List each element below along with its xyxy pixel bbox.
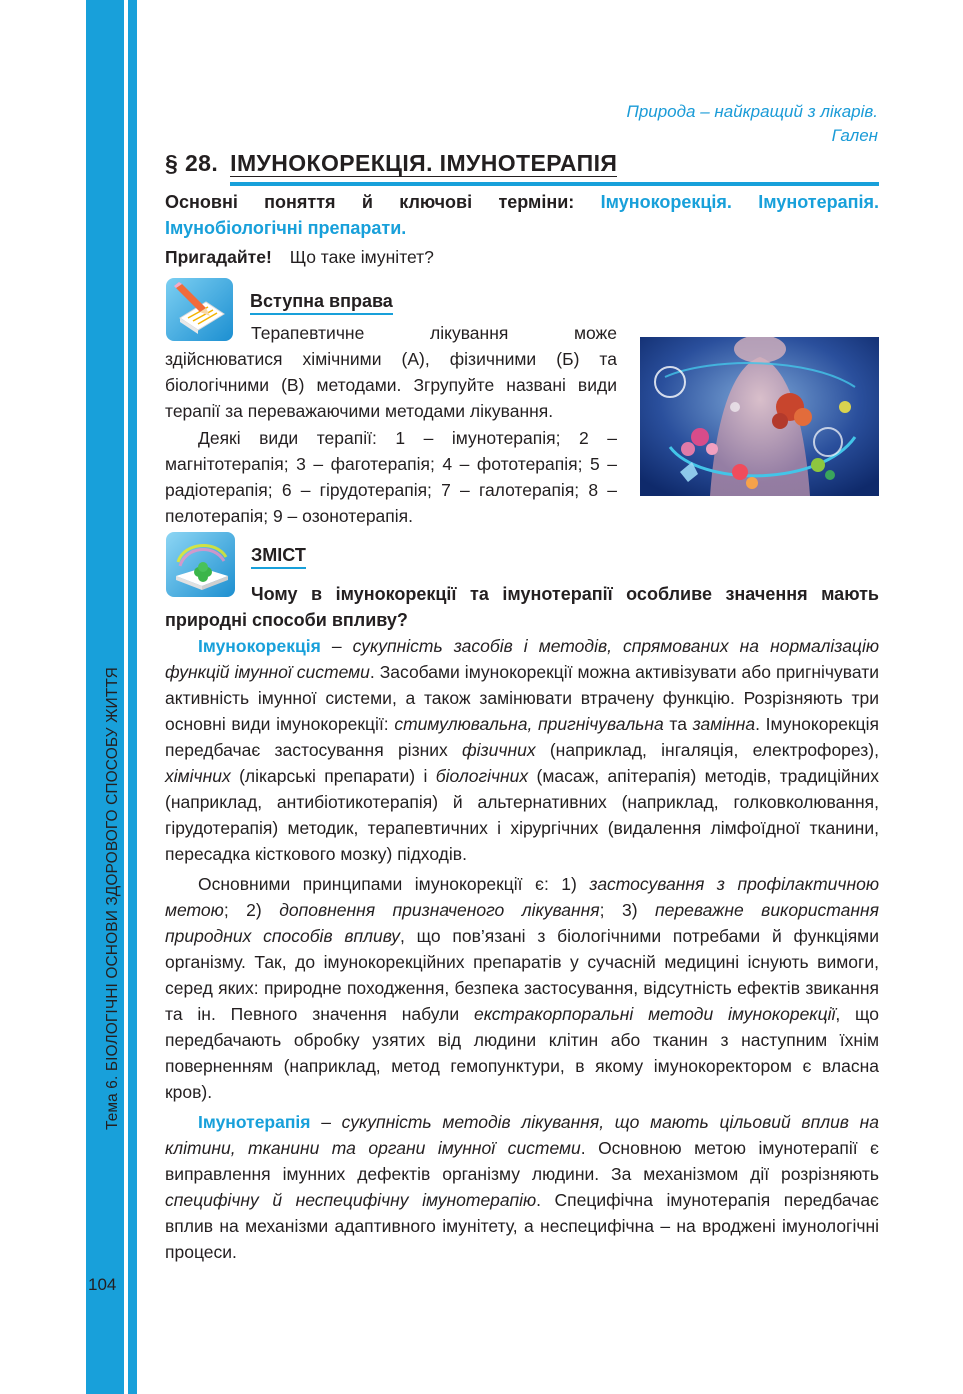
main-text [165, 633, 879, 1269]
text: ; 3) [599, 900, 655, 920]
dash: – [320, 636, 353, 656]
title-rule [230, 182, 879, 186]
intro-exercise-text: Терапевтичне лікування може здійснюватися хімічними (А), фізичними (Б) та біологічними (В) методами. Згрупуйте названі види терапії за переважаючими методами лікування. [165, 323, 617, 421]
emphasis: екстракорпоральні методи імунокорекції [473, 1004, 836, 1024]
text: (наприклад, інгаляція, електрофорез), [535, 740, 879, 760]
therapy-types-text: Деякі види терапії: 1 – імунотерапія; 2 – магнітотерапія; 3 – фаготерапія; 4 – фототерапія; 5 – радіотерапія; 6 – гірудотерапія; 7 – галотерапія; 8 – пелотерапія; 9 – озонотерапія. [165, 428, 617, 526]
page-title [165, 150, 879, 177]
text: . Імунокорекція передбачає застосування різних [165, 714, 880, 760]
emphasis: замінна [692, 714, 756, 734]
text: (масаж, апітерапія) методів, традиційних (наприклад, антибіотикотерапія) й альтернативних (наприклад, голковколювання, гірудотерапія) методик, терапевтичних і хірургічних (видалення лімфоїдної тканини, пересадка кісткового мозку) підходів. [165, 766, 879, 864]
section-name: ІМУНОКОРЕКЦІЯ. ІМУНОТЕРАПІЯ [230, 150, 618, 176]
recall [165, 247, 434, 268]
content-question: Чому в імунокорекції та імунотерапії особливе значення мають природні способи впливу? [165, 584, 879, 630]
term-immunocorrection: Імунокорекція [198, 636, 321, 656]
key-terms-list: Імунокорекція. Імунотерапія. Імунобіологічні препарати. [165, 192, 879, 238]
emphasis: застосування з профілактичною метою [165, 874, 879, 920]
spine-band-inner [128, 0, 137, 1394]
emphasis: фізичних [462, 740, 536, 760]
definition-immunocorrection: сукупність засобів і методів, спрямованих на нормалізацію функцій імунної системи [165, 636, 879, 682]
emphasis: хімічних [165, 766, 231, 786]
epigraph-quote: Природа – найкращий з лікарів. [626, 102, 878, 121]
section-number: § 28. [165, 150, 219, 176]
dash: – [310, 1112, 342, 1132]
intro-exercise-heading: Вступна вправа [250, 291, 393, 315]
text: , що передбачають обробку узятих від людини клітин або тканин з наступним їхнім поверненням (наприклад, метод гемопунктури, в якому імунокоректором є власна кров). [165, 1004, 879, 1102]
spine-text: Тема 6. БІОЛОГІЧНІ ОСНОВИ ЗДОРОВОГО СПОСОБУ ЖИТТЯ [104, 667, 121, 1130]
paragraph-immunotherapy [165, 1109, 879, 1265]
emphasis: переважне використання природних способів впливу [165, 900, 879, 946]
epigraph-author: Гален [831, 126, 878, 145]
paragraph-principles [165, 871, 879, 1105]
content-heading: ЗМІСТ [251, 545, 306, 569]
text: ; 2) [223, 900, 280, 920]
definition-immunotherapy: сукупність методів лікування, що мають цільовий вплив на клітини, тканини та органи імунної системи [165, 1112, 879, 1158]
text: . Специфічна імунотерапія передбачає вплив на механізми адаптивного імунітету, а неспецифічна – на вроджені імунологічні процеси. [165, 1190, 879, 1262]
term-immunotherapy: Імунотерапія [198, 1112, 311, 1132]
emphasis: специфічну й неспецифічну імунотерапію [165, 1190, 537, 1210]
emphasis: доповнення призначеного лікування [279, 900, 600, 920]
key-terms-label: Основні поняття й ключові терміни: [165, 192, 575, 212]
page-number: 104 [88, 1275, 117, 1294]
emphasis: стимулювальна, пригнічувальна [394, 714, 664, 734]
text: (лікарські препарати) і [230, 766, 436, 786]
key-terms [165, 189, 879, 241]
immune-system-illustration [640, 337, 879, 496]
emphasis: біологічних [435, 766, 529, 786]
text: та [663, 714, 693, 734]
paragraph-immunocorrection [165, 633, 879, 867]
epigraph [627, 100, 879, 148]
recall-label: Пригадайте! [165, 247, 272, 267]
recall-question: Що таке імунітет? [289, 247, 434, 267]
text: . Основною метою імунотерапії є виправлення імунних дефектів організму людини. За механізмом дії розрізняють [165, 1138, 879, 1184]
text: , що пов’язані з біологічними потребами й функціями організму. Так, до імунокорекційних препаратів у сучасній медицині існують вимоги, серед яких: природне походження, безпека застосування, відсутність ефектів звикання та ін. Певного значення набули [165, 926, 879, 1024]
text: Основними принципами імунокорекції є: 1) [198, 874, 590, 894]
text: . Засобами імунокорекції можна активізувати або пригнічувати активність імунної системи, а також замінювати втрачену функцію. Розрізняють три основні види імунокорекції: [165, 662, 879, 734]
